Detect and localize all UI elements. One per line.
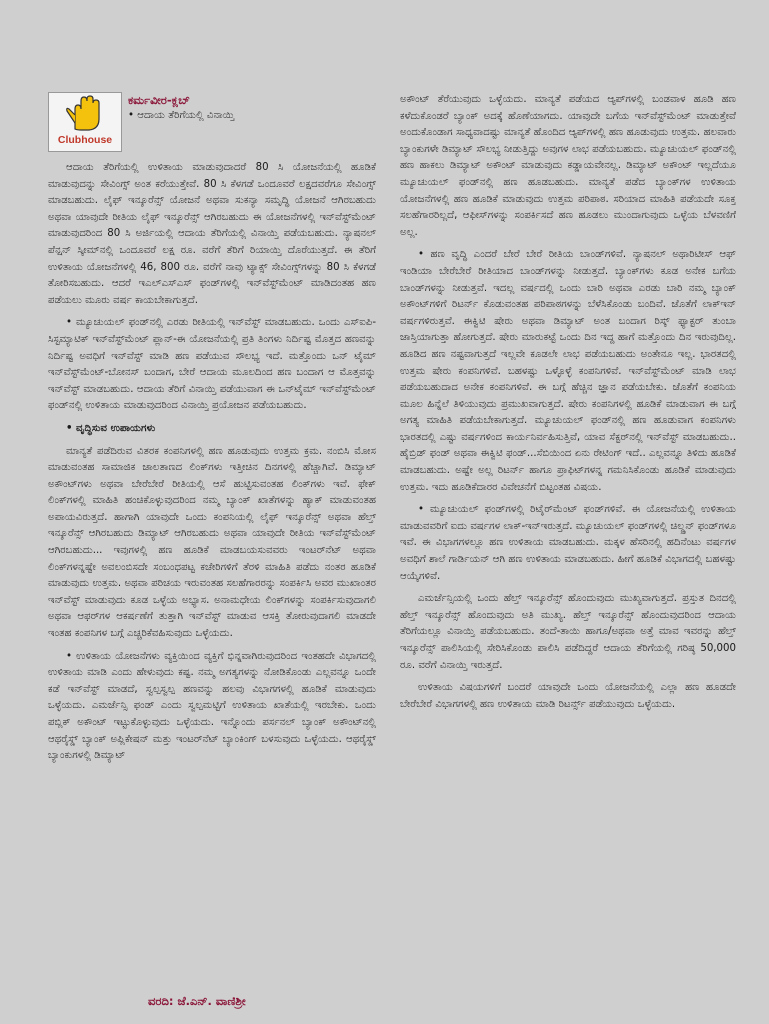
article-paragraph: ಎಮರ್ಜೆನ್ಸಿಯಲ್ಲಿ ಒಂದು ಹೆಲ್ತ್ ಇನ್ಶೂರೆನ್ಸ್ ಹೊಂದುವುದು ಮುಖ್ಯವಾಗುತ್ತದೆ. ಪ್ರಸ್ತುತ ದಿನದಲ್ಲಿ ಹೆಲ್ತ್ ಇನ್ಶೂರೆನ್ಸ್ ಹೊಂದುವುದು ಅತಿ ಮುಖ್ಯ. ಹೆಲ್ತ್ ಇನ್ಶೂರೆನ್ಸ್ ಹೊಂದುವುದರಿಂದ ಆದಾಯ ತೆರಿಗೆಯಲ್ಲೂ ವಿನಾಯ್ತಿ ಪಡೆಯಬಹುದು. ತಂದೆ-ತಾಯಿ ಹಾಗೂ/ಅಥವಾ ಅತ್ತೆ ಮಾವ ಇವರನ್ನು ಹೆಲ್ತ್ ಇನ್ಶೂರೆನ್ಸ್ ಪಾಲಿಸಿಯಲ್ಲಿ ಸೇರಿಸಿಕೊಂಡು ಪಾಲಿಸಿ ಪಡೆದಿದ್ದರೆ ಆದಾಯ ತೆರಿಗೆಯಲ್ಲಿ ಗರಿಷ್ಠ 50,000 ರೂ. ವರೆಗೆ ವಿನಾಯ್ತಿ ಇರುತ್ತದೆ. bbox=[400, 593, 736, 671]
article-paragraph: ಉಳಿತಾಯ ವಿಷಯಗಳಿಗೆ ಬಂದರೆ ಯಾವುದೇ ಒಂದು ಯೋಜನೆಯಲ್ಲಿ ಎಲ್ಲಾ ಹಣ ಹೂಡದೇ ಬೇರೆಬೇರೆ ವಿಭಾಗಗಳಲ್ಲಿ ಹಣ ಉಳಿತಾಯ ಮಾಡಿ ರಿಟರ್ನ್ಸ್ ಪಡೆಯುವುದು ಒಳ್ಳೆಯದು. bbox=[400, 682, 736, 710]
raised-hand-icon bbox=[63, 95, 107, 131]
section-subhead: • ವೃದ್ಧಿಸುವ ಉಪಾಯಗಳು bbox=[66, 422, 156, 434]
article-paragraph: • ಉಳಿತಾಯ ಯೋಜನೆಗಳು ವ್ಯಕ್ತಿಯಿಂದ ವ್ಯಕ್ತಿಗೆ ಭಿನ್ನವಾಗಿರುವುದರಿಂದ ಇಂತಹದೇ ವಿಭಾಗದಲ್ಲಿ ಉಳಿತಾಯ ಮಾಡಿ ಎಂದು ಹೇಳುವುದು ಕಷ್ಟ. ನಮ್ಮ ಅಗತ್ಯಗಳನ್ನು ನೋಡಿಕೊಂಡು ಎಲ್ಲವನ್ನೂ ಒಂದೇ ಕಡೆ ಇನ್‌ವೆಸ್ಟ್ ಮಾಡದೆ, ಸ್ವಲ್ಪಸ್ವಲ್ಪ ಹಣವನ್ನು ಹಲವು ವಿಭಾಗಗಳಲ್ಲಿ ಹೂಡಿಕೆ ಮಾಡುವುದು ಒಳ್ಳೆಯದು. ಎಮರ್ಜೆನ್ಸಿ ಫಂಡ್ ಎಂದು ಸ್ವಲ್ಪಮಟ್ಟಿಗೆ ಉಳಿತಾಯ ಖಾತೆಯಲ್ಲಿ ಇರಬೇಕು. ಒಂದು ಪಬ್ಲಿಕ್ ಅಕೌಂಟ್ ಇಟ್ಟುಕೊಳ್ಳುವುದು ಒಳ್ಳೆಯದು. ಇನ್ನೊಂದು ಪರ್ಸನಲ್ ಬ್ಯಾಂಕ್ ಅಕೌಂಟ್‌ನಲ್ಲಿ ಆಥರೈಸ್ಡ್ ಬ್ಯಾಂಕ್ ಅಪ್ಲಿಕೇಷನ್ ಮತ್ತು ಇಂಟರ್‌ನೆಟ್ ಬ್ಯಾಂಕಿಂಗ್ ಬಳಸುವುದು ಒಳ್ಳೆಯದು. ಆಥರೈಸ್ಡ್ ಬ್ಯಾಂಕುಗಳಲ್ಲಿ ಡಿಮ್ಯಾಟ್ bbox=[48, 650, 376, 762]
article-paragraph: • ಹಣ ವೃದ್ಧಿ ಎಂದರೆ ಬೇರೆ ಬೇರೆ ರೀತಿಯ ಬಾಂಡ್‌ಗಳಿವೆ. ನ್ಯಾಷನಲ್ ಅಥಾರಿಟೀಸ್ ಆಫ್ ಇಂಡಿಯಾ ಬೇರೆಬೇರೆ ರೀತಿಯಾದ ಬಾಂಡ್‌ಗಳನ್ನು ನೀಡುತ್ತದೆ. ಬ್ಯಾಂಕ್‌ಗಳು ಕೂಡ ಅನೇಕ ಬಗೆಯ ಬಾಂಡ್‌ಗಳನ್ನು ನೀಡುತ್ತವೆ. ಇದಲ್ಲ ವರ್ಷದಲ್ಲಿ ಒಂದು ಬಾರಿ ಅಥವಾ ಎರಡು ಬಾರಿ ನಮ್ಮ ಬ್ಯಾಂಕ್ ಅಕೌಂಟ್‌ಗಳಿಗೆ ರಿಟರ್ನ್ ಕೊಡುವಂತಹ ಪರಿಪಾಠಗಳನ್ನು ಬೆಳೆಸಿಕೊಂಡು ಬಂದಿವೆ. ಜೊತೆಗೆ ಲಾಕ್‌ಇನ್ ವರ್ಷಗಳಿರುತ್ತವೆ. ಈಕ್ವಿಟಿ ಷೇರು ಅಥವಾ ಡಿಮ್ಯಾಟ್ ಅಂತ ಬಂದಾಗ ರಿಸ್ಕ್ ಫ್ಯಾಕ್ಟರ್ ತುಂಬಾ ಜಾಸ್ತಿಯಾಗುತ್ತಾ ಹೋಗುತ್ತದೆ. ಷೇರು ಮಾರುಕಟ್ಟೆ ಒಂದು ದಿನ ಇದ್ದ ಹಾಗೆ ಮತ್ತೊಂದು ದಿನ ಇರುವುದಿಲ್ಲ. ಹೂಡಿದ ಹಣ ನಷ್ಟವಾಗುತ್ತದೆ ಇಲ್ಲವೇ ಕೂಡಲೇ ಲಾಭ ಪಡೆಯಬಹುದು ಅಂತೇನೂ ಇಲ್ಲ. ಭಾರತದಲ್ಲಿ ಉತ್ತಮ ಷೇರು ಕಂಪನಿಗಳಿವೆ. ಬಹಳಷ್ಟು ಒಳ್ಳೊಳ್ಳೆ ಕಂಪನಿಗಳಿವೆ. ಇನ್‌ವೆಸ್ಟ್‌ಮೆಂಟ್ ಮಾಡಿ ಲಾಭ ಪಡೆಯಬಹುದಾದ ಅನೇಕ ಕಂಪನಿಗಳಿವೆ. ಈ ಬಗ್ಗೆ ಹೆಚ್ಚಿನ ಜ್ಞಾನ ಪಡೆಯಬೇಕು. ಜೊತೆಗೆ ಕಂಪನಿಯ ಮೂಲ ಹಿನ್ನೆಲೆ ತಿಳಿಯುವುದು ಪ್ರಮುಖವಾಗುತ್ತದೆ. ಷೇರು ಕಂಪನಿಗಳಲ್ಲಿ ಹೂಡಿಕೆ ಮಾಡುವಾಗ ಈ ಬಗ್ಗೆ ಅಗತ್ಯ ಮಾಹಿತಿ ಪಡೆಯಬೇಕಾಗುತ್ತದೆ. ಮ್ಯೂಚುಯಲ್ ಫಂಡ್‌ನಲ್ಲಿ ಹಣ ಹೂಡುವಾಗ ಕಂಪನಿಗಳು ಭಾರತದಲ್ಲಿ ಎಷ್ಟು ವರ್ಷಗಳಿಂದ ಕಾರ್ಯನಿರ್ವಹಿಸುತ್ತಿವೆ, ಯಾವ ಸೆಕ್ಟರ್‌ನಲ್ಲಿ ಇನ್‌ವೆಸ್ಟ್ ಮಾಡಬಹುದು.. ಹೈಬ್ರಿಡ್ ಫಂಡ್ ಅಥವಾ ಈಕ್ವಿಟಿ ಫಂಡ್...ಸೆಬಿಯಿಂದ ಏನು ರೇಟಿಂಗ್ ಇದೆ.. ಎಲ್ಲವನ್ನೂ ತಿಳಿದು ಹೂಡಿಕೆ ಮಾಡಬಹುದು. ಅಷ್ಟೇ ಅಲ್ಲ ರಿಟರ್ನ್ ಹಾಗೂ ಪ್ರಾಫಿಟ್‌ಗಳನ್ನ ಗಮನಿಸಿಕೊಂಡು ಹೂಡಿಕೆ ಮಾಡುವುದು ಉತ್ತಮ. ಇದು ಹೂಡಿಕೆದಾರರ ವಿವೇಚನೆಗೆ ಬಿಟ್ಟಂತಹ ವಿಷಯ. bbox=[400, 249, 736, 493]
right-column-body bbox=[400, 92, 736, 713]
right-column bbox=[400, 92, 736, 719]
left-column bbox=[48, 92, 376, 771]
article-paragraph: ಅಕೌಂಟ್ ತೆರೆಯುವುದು ಒಳ್ಳೆಯದು. ಮಾನ್ಯತೆ ಪಡೆಯದ ಆ್ಯಪ್‌ಗಳಲ್ಲಿ ಬಂಡವಾಳ ಹೂಡಿ ಹಣ ಕಳೆದುಕೊಂಡರೆ ಬ್ಯಾಂಕ್ ಅದಕ್ಕೆ ಹೊಣೆಯಾಗದು. ಯಾವುದೇ ಬಗೆಯ ಇನ್‌ವೆಸ್ಟ್‌ಮೆಂಟ್ ಮಾಡುತ್ತೇವೆ ಅಂದುಕೊಂಡಾಗ ಸಾಧ್ಯವಾದಷ್ಟು ಮಾನ್ಯತೆ ಹೊಂದಿದ ಆ್ಯಪ್‌ಗಳಲ್ಲಿ ಹಣ ಹೂಡುವುದು ಉತ್ತಮ. ಹಲವಾರು ಬ್ಯಾಂಕುಗಳೇ ಡಿಮ್ಯಾಟ್ ಸೌಲಭ್ಯ ನೀಡುತ್ತಿದ್ದು ಅವುಗಳ ಲಾಭ ಪಡೆಯಬಹುದು. ಮ್ಯೂಚುಯಲ್ ಫಂಡ್‌ನಲ್ಲಿ ಹಣ ಹಾಕಲು ಡಿಮ್ಯಾಟ್ ಅಕೌಂಟ್ ಮಾಡುವುದು ಕಡ್ಡಾಯವೇನಲ್ಲ. ಡಿಮ್ಯಾಟ್ ಅಕೌಂಟ್ ಇಲ್ಲದೆಯೂ ಮ್ಯೂಚುಯಲ್ ಫಂಡ್‌ನಲ್ಲಿ ಹಣ ಹೂಡಬಹುದು. ಮಾನ್ಯತೆ ಪಡೆದ ಬ್ಯಾಂಕ್‌ಗಳ ಉಳಿತಾಯ ಯೋಜನೆಗಳಲ್ಲಿ ಹಣ ಹೂಡಿಕೆ ಮಾಡುವುದು ಉತ್ತಮ ಪರಿಪಾಠ. ಸರಿಯಾದ ಮಾಹಿತಿ ಪಡೆಯದೇ ಸೂಕ್ತ ಸಲಹೆಗಾರರಿಲ್ಲದೆ, ಆಫೀಸ್‌ಗಳನ್ನು ಸಂಪರ್ಕಿಸದೆ ಹಣ ಹೂಡಲು ಮುಂದಾಗುವುದು ಒಳ್ಳೆಯ ಬೆಳವಣಿಗೆ ಅಲ್ಲ. bbox=[400, 94, 736, 238]
byline: ವರದಿ: ಜೆ.ಎನ್. ವಾಣಿಶ್ರೀ bbox=[148, 994, 246, 1008]
article-paragraph: • ಮ್ಯೂಚುಯಲ್ ಫಂಡ್‌ಗಳಲ್ಲಿ ರಿಟೈರ್‌ಮೆಂಟ್ ಫಂಡ್‌ಗಳಿವೆ. ಈ ಯೋಜನೆಯಲ್ಲಿ ಉಳಿತಾಯ ಮಾಡುವವರಿಗೆ ಐದು ವರ್ಷಗಳ ಲಾಕ್-ಇನ್‌ಇರುತ್ತದೆ. ಮ್ಯೂಚುಯಲ್ ಫಂಡ್‌ಗಳಲ್ಲಿ ಚಿಲ್ಡ್ರನ್ ಫಂಡ್‌ಗಳೂ ಇವೆ. ಈ ವಿಭಾಗಗಳಲ್ಲೂ ಹಣ ಉಳಿತಾಯ ಮಾಡಬಹುದು. ಮಕ್ಕಳ ಹೆಸರಿನಲ್ಲಿ ಹದಿನೆಂಟು ವರ್ಷಗಳ ಅವಧಿಗೆ ಶಾಲೆ ಗಾರ್ಡಿಯನ್ ಆಗಿ ಹಣ ಉಳಿತಾಯ ಮಾಡಬಹುದು. ಹೀಗೆ ಹೂಡಿಕೆ ವಿಭಾಗದಲ್ಲಿ ಬಹಳಷ್ಟು ಆಯ್ಕೆಗಳಿವೆ. bbox=[400, 504, 736, 582]
article-paragraph: ಮಾನ್ಯತೆ ಪಡೆದಿರುವ ವಿತರಕ ಕಂಪನಿಗಳಲ್ಲಿ ಹಣ ಹೂಡುವುದು ಉತ್ತಮ ಕ್ರಮ. ನಂಬಿಸಿ ಮೋಸ ಮಾಡುವಂತಹ ಸಾಮಾಜಿಕ ಜಾಲತಾಣದ ಲಿಂಕ್‌ಗಳು ಇತ್ತೀಚಿನ ದಿನಗಳಲ್ಲಿ ಹೆಚ್ಚಾಗಿವೆ. ಡಿಮ್ಯಾಟ್ ಅಕೌಂಟ್‌ಗಳು ಅಥವಾ ಬೇರೆಬೇರೆ ರೀತಿಯಲ್ಲಿ ಆಸೆ ಹುಟ್ಟಿಸುವಂತಹ ಲಿಂಕ್‌ಗಳು ಇವೆ. ಫೇಕ್ ಲಿಂಕ್‌ಗಳಲ್ಲಿ ಮಾಹಿತಿ ಹಂಚಿಕೊಳ್ಳುವುದರಿಂದ ನಮ್ಮ ಬ್ಯಾಂಕ್ ಖಾತೆಗಳನ್ನು ಹ್ಯಾಕ್ ಮಾಡುವಂತಹ ಅಪಾಯವಿರುತ್ತದೆ. ಹಾಗಾಗಿ ಯಾವುದೇ ಒಂದು ಕಂಪನಿಯಲ್ಲಿ ಲೈಫ್ ಇನ್ಶೂರೆನ್ಸ್ ಅಥವಾ ಹೆಲ್ತ್ ಇನ್ಶೂರೆನ್ಸ್ ಆಗಿರಬಹುದು ಡಿಮ್ಯಾಟ್ ಆಗಿರಬಹುದು ಅಥವಾ ಯಾವುದೇ ರೀತಿಯ ಇನ್‌ವೆಸ್ಟ್‌ಮೆಂಟ್ ಆಗಿರಬಹುದು... ಇವುಗಳಲ್ಲಿ ಹಣ ಹೂಡಿಕೆ ಮಾಡಬಯಸುವವರು ಇಂಟರ್‌ನೆಟ್ ಅಥವಾ ಲಿಂಕ್‌ಗಳನ್ನಷ್ಟೇ ಅವಲಂಬಿಸದೇ ಸಂಬಂಧಪಟ್ಟ ಕಚೇರಿಗಳಿಗೆ ತೆರಳಿ ಮಾಹಿತಿ ಪಡೆದು ನಂತರ ಹೂಡಿಕೆ ಮಾಡುವುದು ಉತ್ತಮ. ಅಥವಾ ಪರಿಚಯ ಇರುವಂತಹ ಸಲಹೆಗಾರರನ್ನು ಸಂಪರ್ಕಿಸಿ ಅವರ ಮುಖಾಂತರ ಇನ್‌ವೆಸ್ಟ್ ಮಾಡುವುದು ಕೂಡ ಒಳ್ಳೆಯ ಅಭ್ಯಾಸ. ಅನಾಮಧೇಯ ಲಿಂಕ್‌ಗಳನ್ನು ಸಂಪರ್ಕಿಸುವುದಾಗಲಿ ಅಥವಾ ಆಫರ್‌ಗಳ ಆಕರ್ಷಣೆಗೆ ತುತ್ತಾಗಿ ಇನ್‌ವೆಸ್ಟ್ ಮಾಡುವ ಆಸಕ್ತಿ ತೋರುವುದಾಗಲಿ ಮಾಡದೇ ಇಂತಹ ಕಂಪನಿಗಳ ಬಗ್ಗೆ ಎಚ್ಚರಿಕೆವಹಿಸುವುದು ಒಳ್ಳೆಯದು. bbox=[48, 445, 376, 640]
clubhouse-logo bbox=[48, 92, 122, 152]
logo-text: Clubhouse bbox=[57, 134, 113, 147]
article-paragraph: • ಮ್ಯೂಚುಯಲ್ ಫಂಡ್‌ನಲ್ಲಿ ಎರಡು ರೀತಿಯಲ್ಲಿ ಇನ್‌ವೆಸ್ಟ್ ಮಾಡಬಹುದು. ಒಂದು ಎಸ್‌ಐಪಿ-ಸಿಸ್ಟಮ್ಯಾಟಿಕ್ ಇನ್‌ವೆಸ್ಟ್‌ಮೆಂಟ್ ಪ್ಲಾನ್-ಈ ಯೋಜನೆಯಲ್ಲಿ ಪ್ರತಿ ತಿಂಗಳು ನಿರ್ದಿಷ್ಟ ಮೊತ್ತದ ಹಣವನ್ನು ನಿರ್ದಿಷ್ಟ ಅವಧಿಗೆ ಇನ್‌ವೆಸ್ಟ್ ಮಾಡಿ ಹಣ ಪಡೆಯುವ ಸೌಲಭ್ಯ ಇದೆ. ಮತ್ತೊಂದು ಒನ್ ಟೈಮ್ ಇನ್‌ವೆಸ್ಟ್‌ಮೆಂಟ್-ಬೋನಸ್ ಬಂದಾಗ, ಬೇರೆ ಆದಾಯ ಮೂಲದಿಂದ ಹಣ ಬಂದಾಗ ಆ ಮೊತ್ತವನ್ನು ಇನ್‌ವೆಸ್ಟ್ ಮಾಡಬಹುದು. ಆದಾಯ ತೆರಿಗೆ ವಿನಾಯ್ತಿ ಪಡೆಯುವಾಗ ಈ ಒನ್‌ಟೈಮ್ ಇನ್‌ವೆಸ್ಟ್‌ಮೆಂಟ್ ಫಂಡ್‌ನಲ್ಲಿ ಉಳಿತಾಯ ಮಾಡುವುದರಿಂದ ವಿನಾಯ್ತಿ ಪ್ರಯೋಜನ ಪಡೆಯಬಹುದು. bbox=[48, 317, 376, 412]
article-page bbox=[48, 92, 742, 1012]
column-title: ಕರ್ಮವೀರ-ಕ್ಲಬ್ bbox=[128, 93, 190, 107]
left-column-body bbox=[48, 160, 376, 765]
article-paragraph: ಆದಾಯ ತೆರಿಗೆಯಲ್ಲಿ ಉಳಿತಾಯ ಮಾಡುವುದಾದರೆ 80 ಸಿ ಯೋಜನೆಯಲ್ಲಿ ಹೂಡಿಕೆ ಮಾಡುವುದನ್ನು ಸೇವಿಂಗ್ಸ್ ಅಂತ ಕರೆಯುತ್ತೇವೆ. 80 ಸಿ ಕೆಳಗಡೆ ಒಂದೂವರೆ ಲಕ್ಷದವರೆಗೂ ಸೇವಿಂಗ್ಸ್ ಮಾಡಬಹುದು. ಲೈಫ್ ಇನ್ಶೂರೆನ್ಸ್ ಯೋಜನೆ ಅಥವಾ ಸುಕನ್ಯಾ ಸಮೃದ್ಧಿ ಯೋಜನೆ ಆಗಿರಬಹುದು ಅಥವಾ ಯಾವುದೇ ರೀತಿಯ ಲೈಫ್ ಇನ್ಶೂರೆನ್ಸ್ ಆಗಿರಬಹುದು ಈ ಯೋಜನೆಗಳಲ್ಲಿ ಇನ್‌ವೆಸ್ಟ್‌ಮೆಂಟ್ ಮಾಡುವುದರಿಂದ 80 ಸಿ ಅರ್ಜಿಯಲ್ಲಿ ಆದಾಯ ತೆರಿಗೆಯಲ್ಲಿ ವಿನಾಯ್ತಿ ಪಡೆಯಬಹುದು. ನ್ಯಾಷನಲ್ ಪೆನ್ಷನ್ ಸ್ಕೀಮ್‌ನಲ್ಲಿ ಒಂದೂವರೆ ಲಕ್ಷ ರೂ. ವರೆಗೆ ತೆರಿಗೆ ರಿಯಾಯ್ತಿ ದೊರೆಯುತ್ತದೆ. ಈ ತೆರಿಗೆ ಉಳಿತಾಯ ಯೋಜನೆಗಳಲ್ಲಿ 46, 800 ರೂ. ವರೆಗೆ ನಾವು ಟ್ಯಾಕ್ಸ್ ಸೇವಿಂಗ್ಸ್‌ಗಳನ್ನು 80 ಸಿ ಕೆಳಗಡೆ ತೋರಿಸಬಹುದು. ಆದರೆ ಇಎಲ್‌ಎಸ್‌ಎಸ್ ಫಂಡ್‌ಗಳಲ್ಲಿ ಇನ್‌ವೆಸ್ಟ್‌ಮೆಂಟ್ ಮಾಡಿದಂತಹ ಹಣ ಪಡೆಯಲು ಮೂರು ವರ್ಷ ಕಾಯಬೇಕಾಗುತ್ತದೆ. bbox=[48, 162, 376, 306]
intro-bullet: • ಆದಾಯ ತೆರಿಗೆಯಲ್ಲಿ ವಿನಾಯ್ತಿ bbox=[128, 110, 235, 121]
column-header bbox=[48, 92, 376, 156]
